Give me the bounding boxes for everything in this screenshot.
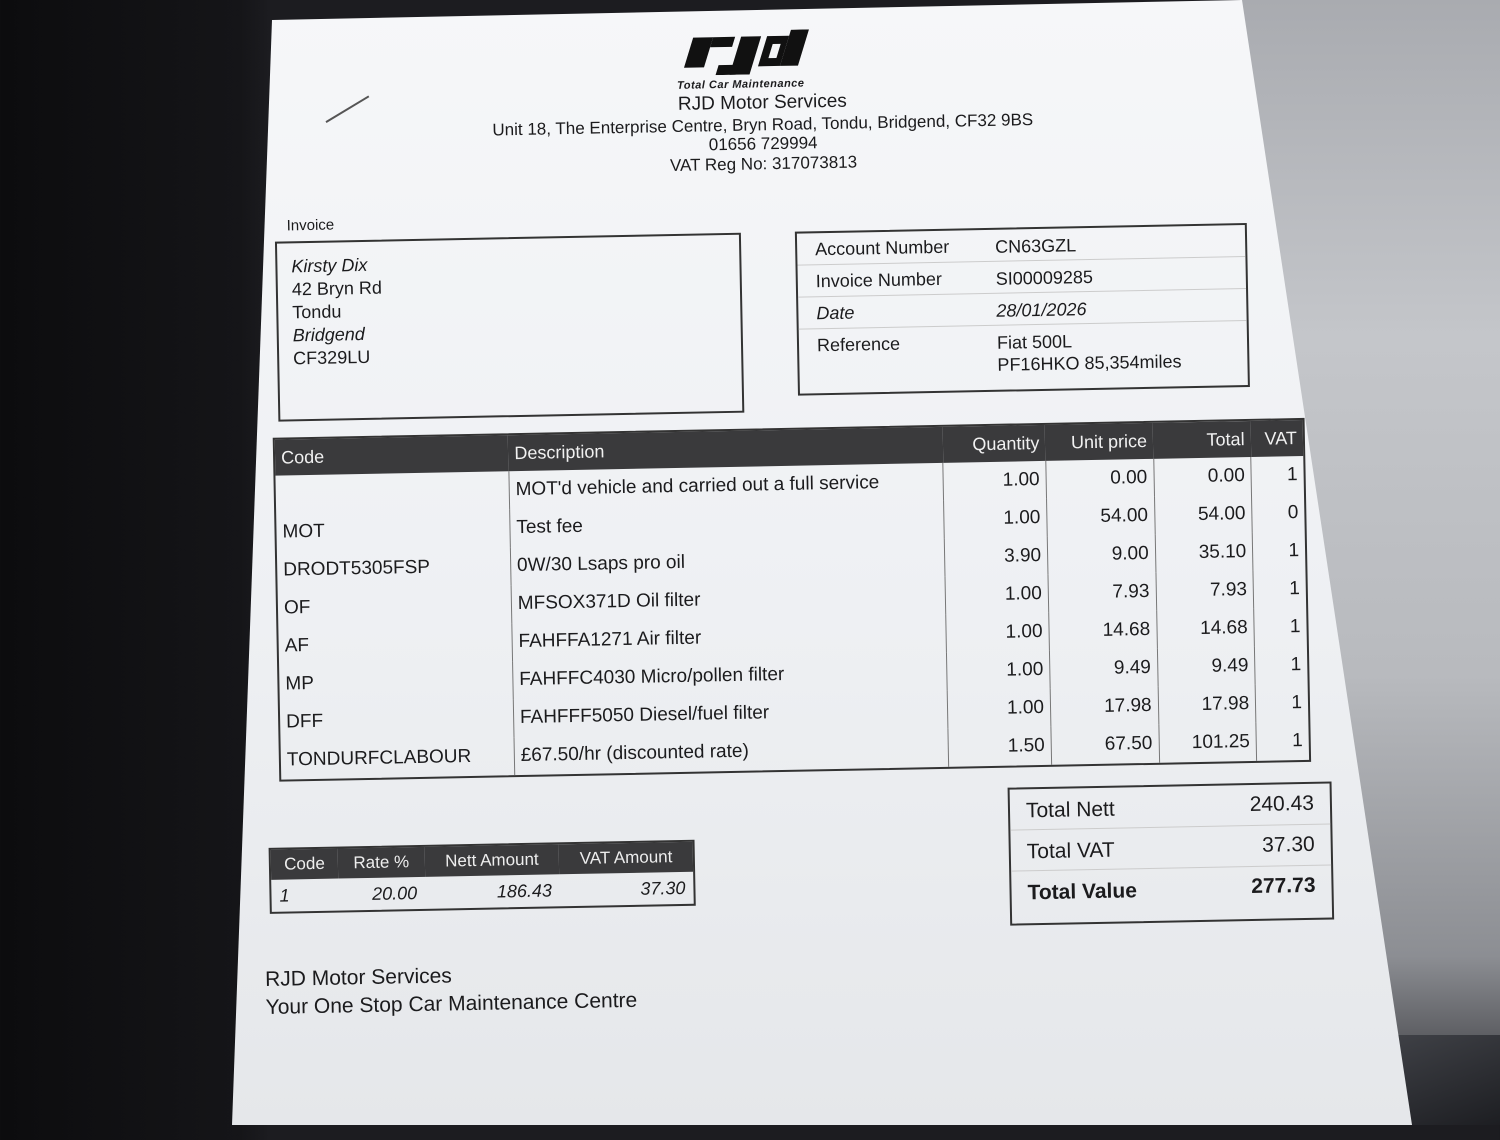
total-nett-value: 240.43 <box>1249 791 1315 817</box>
total-value-row <box>1011 865 1332 911</box>
item-description: FAHFFF5050 Diesel/fuel filter <box>513 691 948 737</box>
total-vat-label: Total VAT <box>1026 838 1115 864</box>
item-unit-price: 0.00 <box>1046 459 1154 499</box>
total-value-value: 277.73 <box>1251 873 1316 899</box>
rjd-logo <box>677 29 832 76</box>
item-unit-price: 67.50 <box>1051 725 1159 765</box>
tagline: Total Car Maintenance <box>676 77 805 92</box>
item-quantity: 1.00 <box>948 689 1051 729</box>
vat-summary-table <box>269 840 696 914</box>
item-quantity: 1.00 <box>944 499 1047 539</box>
item-vat-code: 1 <box>1291 730 1303 752</box>
item-vat-code: 1 <box>1286 464 1298 486</box>
reference-registration-mileage: PF16HKO 85,354miles <box>997 351 1182 375</box>
customer-town: Tondu <box>292 301 342 323</box>
vat-col-rate: Rate % <box>338 847 425 879</box>
invoice-number-label: Invoice Number <box>815 268 943 292</box>
vat-registration: VAT Reg No: 317073813 <box>669 152 858 176</box>
item-total: 7.93 <box>1156 571 1254 611</box>
company-name: RJD Motor Services <box>677 90 848 115</box>
item-total: 14.68 <box>1156 609 1254 649</box>
item-description: £67.50/hr (discounted rate) <box>514 729 949 775</box>
col-code: Code <box>275 435 509 475</box>
item-total: 17.98 <box>1158 685 1256 725</box>
col-description: Description <box>508 427 943 471</box>
item-total: 9.49 <box>1157 647 1255 687</box>
account-number-label: Account Number <box>815 236 950 260</box>
customer-postcode: CF329LU <box>292 346 371 369</box>
footer-slogan: Your One Stop Car Maintenance Centre <box>265 988 638 1019</box>
footer-company: RJD Motor Services <box>264 964 452 991</box>
item-quantity: 1.00 <box>943 461 1046 501</box>
vat-amount: 37.30 <box>640 877 686 899</box>
item-quantity: 3.90 <box>945 537 1048 577</box>
total-vat-row <box>1010 824 1331 871</box>
col-total: Total <box>1153 421 1251 459</box>
col-quantity: Quantity <box>943 425 1046 463</box>
item-vat-code: 1 <box>1289 578 1300 600</box>
item-quantity: 1.00 <box>947 651 1050 691</box>
total-nett-label: Total Nett <box>1025 797 1115 823</box>
totals-box <box>1008 781 1335 925</box>
vat-summary-row <box>271 872 694 912</box>
item-vat-code: 1 <box>1291 692 1303 714</box>
item-description: Test fee <box>509 501 944 547</box>
reference-vehicle: Fiat 500L <box>996 331 1073 353</box>
item-code: OF <box>278 585 512 627</box>
vat-nett-amount: 186.43 <box>496 879 553 902</box>
item-unit-price: 54.00 <box>1047 497 1155 537</box>
col-unit-price: Unit price <box>1045 423 1153 461</box>
customer-name: Kirsty Dix <box>291 254 368 277</box>
item-code: DFF <box>280 699 514 741</box>
customer-street: 42 Bryn Rd <box>291 277 383 300</box>
invoice-number-value: SI00009285 <box>995 266 1094 289</box>
vat-rate: 20.00 <box>371 882 418 904</box>
item-description: FAHFFA1271 Air filter <box>512 615 947 661</box>
total-nett-row <box>1010 784 1331 831</box>
item-code: AF <box>278 623 512 665</box>
item-total: 0.00 <box>1153 457 1251 497</box>
item-unit-price: 7.93 <box>1048 573 1156 613</box>
item-unit-price: 9.49 <box>1049 649 1157 689</box>
item-code: MOT <box>276 509 510 551</box>
item-quantity: 1.50 <box>948 727 1051 767</box>
item-unit-price: 14.68 <box>1049 611 1157 651</box>
line-items-table <box>273 418 1311 782</box>
item-total: 54.00 <box>1154 495 1252 535</box>
item-description: MOT'd vehicle and carried out a full service <box>509 463 944 509</box>
vat-col-vat: VAT Amount <box>559 842 693 875</box>
item-vat-code: 1 <box>1290 654 1302 676</box>
company-phone: 01656 729994 <box>708 133 818 155</box>
vat-col-code: Code <box>271 849 339 880</box>
account-number-value: CN63GZL <box>994 235 1077 257</box>
item-code <box>275 471 509 513</box>
item-unit-price: 9.00 <box>1047 535 1155 575</box>
item-total: 35.10 <box>1155 533 1253 573</box>
item-code: DRODT5305FSP <box>277 547 511 589</box>
item-description: FAHFFC4030 Micro/pollen filter <box>512 653 947 699</box>
vat-code: 1 <box>279 884 290 906</box>
item-quantity: 1.00 <box>945 575 1048 615</box>
document-type-label: Invoice <box>286 216 335 235</box>
reference-value <box>997 328 1182 376</box>
total-vat-value: 37.30 <box>1261 832 1315 857</box>
col-vat: VAT <box>1250 420 1303 457</box>
item-description: 0W/30 Lsaps pro oil <box>510 539 945 585</box>
total-value-label: Total Value <box>1027 879 1138 905</box>
item-unit-price: 17.98 <box>1050 687 1158 727</box>
item-description: MFSOX371D Oil filter <box>511 577 946 623</box>
item-total: 101.25 <box>1158 723 1256 763</box>
date-label: Date <box>816 302 855 324</box>
account-details-box <box>795 223 1250 396</box>
item-vat-code: 1 <box>1289 616 1301 638</box>
item-code: TONDURFCLABOUR <box>281 737 515 779</box>
company-address: Unit 18, The Enterprise Centre, Bryn Road, Tondu, Bridgend, CF32 9BS <box>492 110 1034 140</box>
reference-label: Reference <box>816 333 901 356</box>
vat-col-nett: Nett Amount <box>424 844 559 877</box>
item-vat-code: 1 <box>1288 540 1300 562</box>
item-vat-code: 0 <box>1287 502 1299 524</box>
pen-mark <box>325 95 369 123</box>
customer-address-box <box>275 233 744 422</box>
item-quantity: 1.00 <box>946 613 1049 653</box>
reference-row <box>799 321 1248 382</box>
item-code: MP <box>279 661 513 703</box>
customer-city: Bridgend <box>292 323 365 346</box>
date-value: 28/01/2026 <box>996 299 1087 321</box>
